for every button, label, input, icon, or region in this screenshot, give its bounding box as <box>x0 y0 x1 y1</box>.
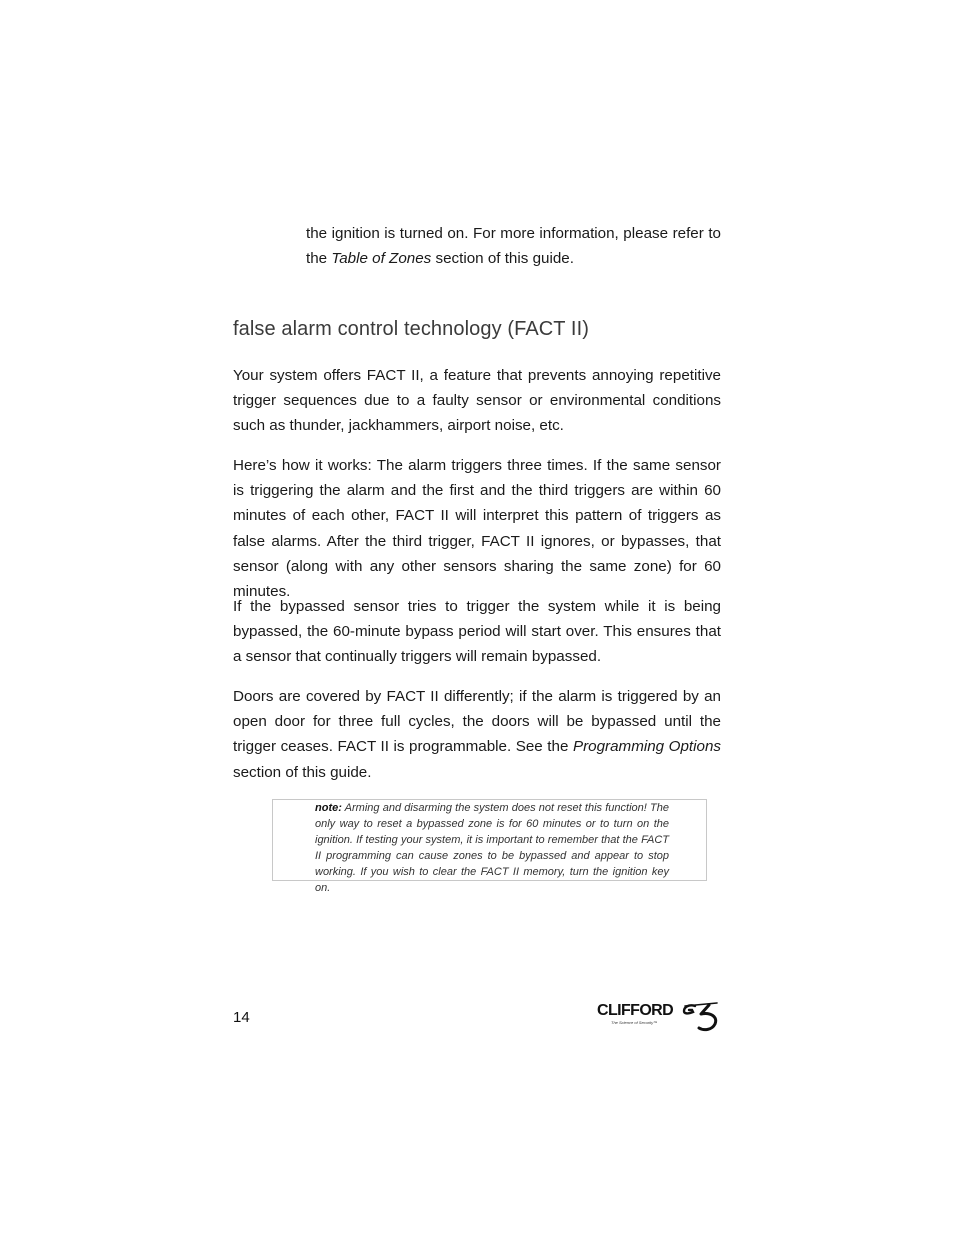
paragraph-2: Here’s how it works: The alarm triggers three times. If the same sensor is triggering the alarm and the first and the third triggers are within 60 minutes of each other, FACT II will interpret this pattern of triggers as false alarms. After the third trigger, FACT II ignores, or bypasses, that sensor (along with any other sensors sharing the same zone) for 60 minutes. <box>233 457 721 601</box>
paragraph-4-text: Doors are covered by FACT II differently; if the alarm is triggered by an open door for three full cycles, the doors will be bypassed until the trigger ceases. FACT II is programmable. See the <box>233 688 721 756</box>
paragraph-3: If the bypassed sensor tries to trigger the system while it is being bypassed, the 60-minute bypass period will start over. This ensures that a sensor that continually triggers will remain bypassed. <box>233 598 721 666</box>
logo-tagline: The Science of Security™ <box>611 1020 658 1025</box>
g5-logo-icon <box>681 1000 723 1034</box>
intro-text-end: section of this guide. <box>431 250 574 268</box>
intro-paragraph <box>306 221 721 271</box>
note-label: note: <box>315 802 342 814</box>
intro-italic-ref: Table of Zones <box>331 250 432 268</box>
logo-wordmark: CLIFFORD <box>597 1002 674 1019</box>
clifford-logo <box>597 1000 723 1034</box>
note-body: Arming and disarming the system does not reset this function! The only way to reset a bypassed zone is for 60 minutes or to turn on the ignition. If testing your system, it is important to remember that the FACT II programming can cause zones to be bypassed and appear to stop working. If you wish to clear the FACT II memory, turn the ignition key on. <box>315 802 669 894</box>
section-heading: false alarm control technology (FACT II) <box>233 318 589 340</box>
paragraph-4 <box>233 684 721 785</box>
note-box <box>272 799 707 894</box>
paragraph-1: Your system offers FACT II, a feature that prevents annoying repetitive trigger sequences due to a faulty sensor or environmental conditions such as thunder, jackhammers, airport noise, etc. <box>233 367 721 435</box>
intro-text: the ignition is turned on. For more information, please refer to the <box>306 225 721 268</box>
page-number: 14 <box>233 1009 250 1026</box>
paragraph-4-text-end: section of this guide. <box>233 763 372 781</box>
programming-options-ref: Programming Options <box>572 738 721 756</box>
note-text <box>315 800 669 896</box>
